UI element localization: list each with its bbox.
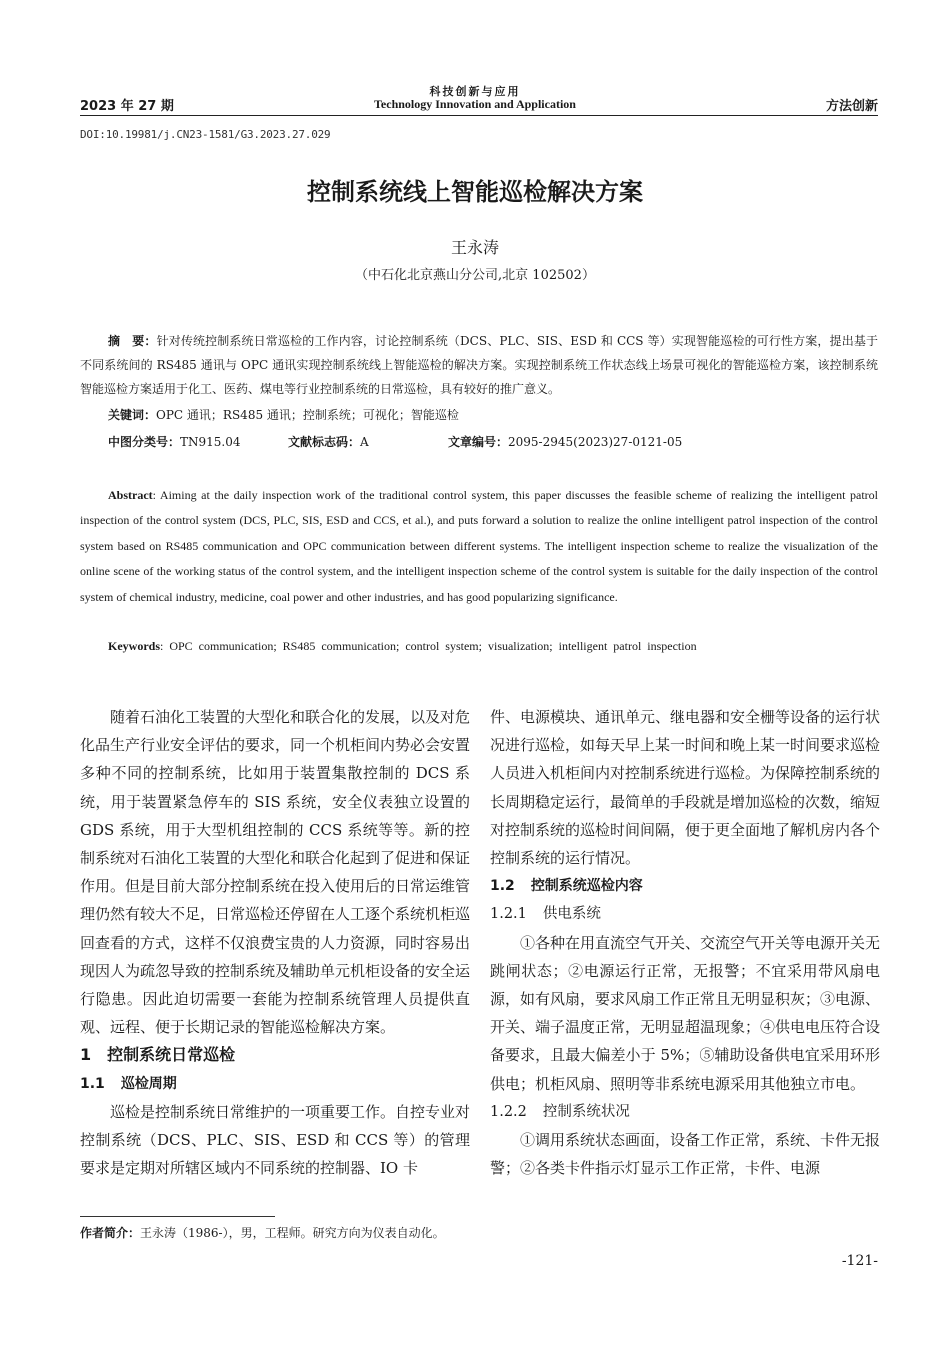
body-column-right bbox=[490, 703, 880, 1182]
abstract-en-label: Abstract bbox=[108, 488, 153, 502]
footnote-divider bbox=[80, 1216, 275, 1217]
doc-code-label: 文献标志码： bbox=[288, 435, 361, 449]
body-paragraph: ①各种在用直流空气开关、交流空气开关等电源开关无跳闸状态；②电源运行正常，无报警；不宜采用带风扇电源，如有风扇，要求风扇工作正常且无明显积灰；③电源、开关、端子温度正常，无明显超温现象；④供电电压符合设备要求，且最大偏差小于 5%；⑤辅助设备供电宜采用环形供电；机柜风扇、照明等非系统电源采用其他独立市电。 bbox=[490, 933, 881, 1093]
body-paragraph: ①调用系统状态画面，设备工作正常，系统、卡件无报警；②各类卡件指示灯显示工作正常，卡件、电源 bbox=[490, 1131, 881, 1178]
section-heading: 1 控制系统日常巡检 bbox=[80, 1045, 236, 1065]
body-paragraph: 随着石油化工装置的大型化和联合化的发展，以及对危化品生产行业安全评估的要求，同一个机柜间内势必会安置多种不同的控制系统，比如用于装置集散控制的 DCS 系统，用于装置紧急停车的 SIS 系统，安全仪表独立设置的 GDS 系统，用于大型机组控制的 CCS 系统等等。新的控制系统对石油化工装置的大型化和联合化起到了促进和保证作用。但是目前大部分控制系统在投入使用后的日常运维管理仍然有较大不足，日常巡检还停留在人工逐个系统机柜巡回查看的方式，这样不仅浪费宝贵的人力资源，同时容易出现因人为疏忽导致的控制系统及辅助单元机柜设备的安全运行隐患。因此迫切需要一套能为控制系统管理人员提供直观、远程、便于长期记录的智能巡检解决方案。 bbox=[80, 708, 471, 1037]
subsection-heading: 1.1 巡检周期 bbox=[80, 1075, 177, 1092]
abstract-cn-text: 针对传统控制系统日常巡检的工作内容，讨论控制系统（DCS、PLC、SIS、ESD 和 CCS 等）实现智能巡检的可行性方案，提出基于不同系统间的 RS485 通讯与 OPC 通讯实现控制系统线上智能巡检的解决方案。实现控制系统工作状态线上场景可视化的智能巡检方案，该控制系统智能巡检方案适用于化工、医药、煤电等行业控制系统的日常巡检，具有较好的推广意义。 bbox=[80, 334, 878, 396]
journal-name-cn: 科技创新与应用 bbox=[429, 85, 521, 98]
body-column-left bbox=[80, 703, 470, 1182]
keywords-cn bbox=[108, 405, 459, 425]
clc-value: TN915.04 bbox=[180, 435, 241, 449]
abstract-en-text: : Aiming at the daily inspection work of the traditional control system, this paper discusses the feasible scheme of realizing the intelligent patrol inspection of the control system (DCS, PLC, SIS, ESD and CCS, et al.), and puts forward a solution to realize the online intelligent patrol inspection of the control system based on RS485 communication and OPC communication between different systems. The intelligent inspection scheme to realize the visualization of the online scene of the working status of the control system, and the intelligent inspection scheme of the control system is suitable for the daily inspection of the control system of chemical industry, medicine, coal power and other industries, and has good popularizing significance. bbox=[80, 488, 878, 604]
author-affiliation: （中石化北京燕山分公司,北京 102502） bbox=[355, 268, 595, 283]
footnote-label: 作者简介： bbox=[80, 1226, 141, 1240]
page-number: -121- bbox=[841, 1253, 878, 1269]
article-meta bbox=[108, 432, 878, 452]
keywords-cn-text: OPC 通讯；RS485 通讯；控制系统；可视化；智能巡检 bbox=[156, 408, 459, 422]
subsection-heading: 1.2 控制系统巡检内容 bbox=[490, 878, 643, 895]
keywords-cn-label: 关键词： bbox=[108, 408, 157, 422]
doc-code-value: A bbox=[360, 435, 369, 449]
keywords-en-label: Keywords bbox=[108, 639, 160, 653]
doi[interactable]: DOI:10.19981/j.CN23-1581/G3.2023.27.029 bbox=[80, 128, 331, 141]
clc-label: 中图分类号： bbox=[108, 435, 181, 449]
author-footnote bbox=[80, 1224, 445, 1241]
section-label: 方法创新 bbox=[825, 99, 878, 114]
header-divider bbox=[80, 115, 878, 116]
paper-title: 控制系统线上智能巡检解决方案 bbox=[307, 178, 643, 206]
footnote-text: 王永涛（1986-），男，工程师。研究方向为仪表自动化。 bbox=[140, 1226, 445, 1240]
issue-label: 2023 年 27 期 bbox=[80, 99, 174, 114]
article-no-value: 2095-2945(2023)27-0121-05 bbox=[508, 435, 683, 449]
keywords-en-text: : OPC communication; RS485 communication; control system; visualization; intelligent patrol inspection bbox=[160, 639, 697, 653]
keywords-en bbox=[108, 636, 697, 656]
abstract-cn-label: 摘 要： bbox=[108, 334, 157, 348]
body-paragraph: 件、电源模块、通讯单元、继电器和安全栅等设备的运行状况进行巡检，如每天早上某一时间和晚上某一时间要求巡检人员进入机柜间内对控制系统进行巡检。为保障控制系统的长周期稳定运行，最简单的手段就是增加巡检的次数，缩短对控制系统的巡检时间间隔，便于更全面地了解机房内各个控制系统的运行情况。 bbox=[490, 708, 881, 868]
abstract-en bbox=[80, 483, 878, 610]
body-paragraph: 巡检是控制系统日常维护的一项重要工作。自控专业对控制系统（DCS、PLC、SIS、ESD 和 CCS 等）的管理要求是定期对所辖区域内不同系统的控制器、IO 卡 bbox=[80, 1102, 471, 1178]
subsubsection-heading: 1.2.1 供电系统 bbox=[490, 906, 601, 923]
author-name: 王永涛 bbox=[450, 238, 499, 257]
abstract-cn bbox=[80, 329, 878, 401]
journal-name-en: Technology Innovation and Application bbox=[374, 97, 576, 111]
subsubsection-heading: 1.2.2 控制系统状况 bbox=[490, 1103, 630, 1120]
article-no-label: 文章编号： bbox=[448, 435, 509, 449]
